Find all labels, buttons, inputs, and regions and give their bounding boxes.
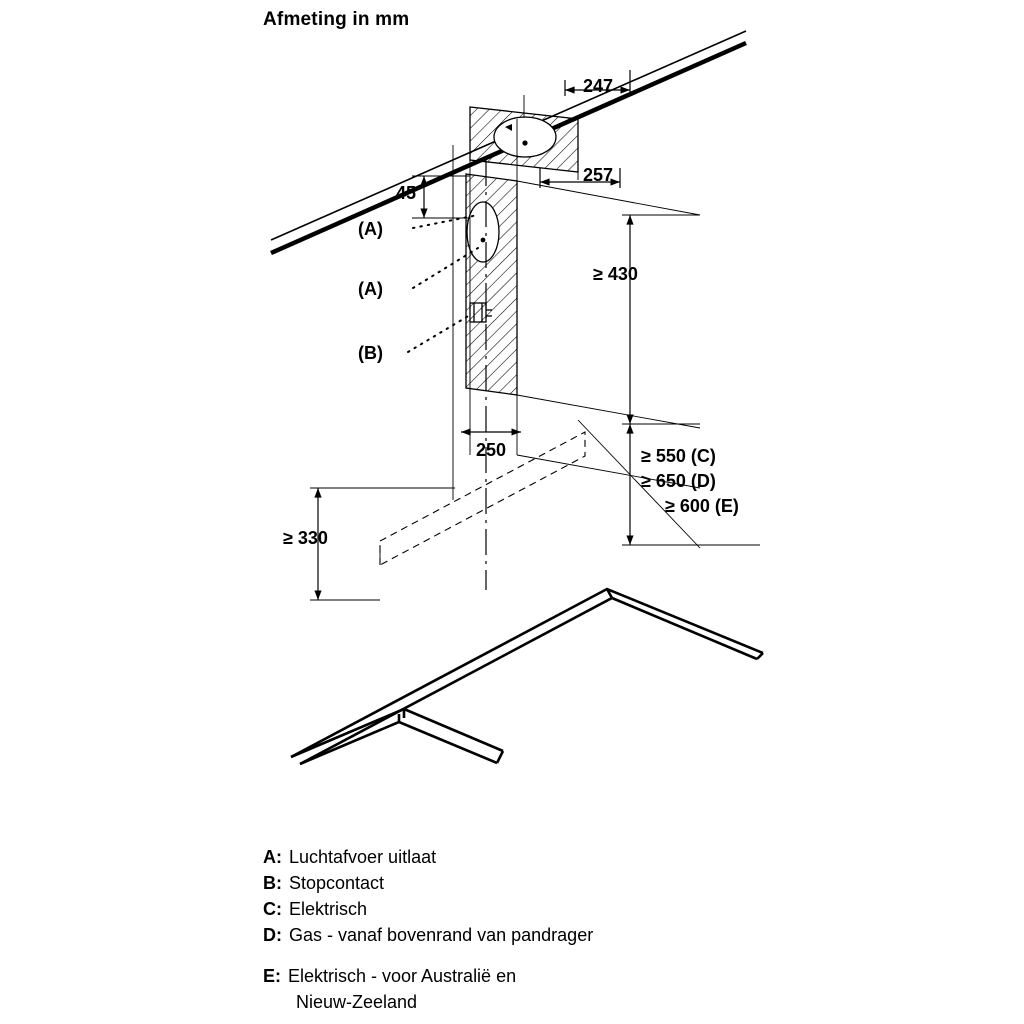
legend-text-d: Gas - vanaf bovenrand van pandrager [289,925,594,945]
dim-label-250: 250 [476,440,507,460]
legend-item-d [263,923,863,948]
legend [263,845,863,1015]
legend-key-d: D: [263,925,282,945]
callout-label-a2: (A) [358,279,383,299]
dim-label-430: ≥ 430 [593,264,638,284]
legend-item-a [263,845,863,870]
dim-label-45: 45 [396,183,417,203]
dim-label-650: ≥ 650 (D) [641,471,716,491]
page-title: Afmeting in mm [263,9,410,30]
dim-430 [622,215,700,424]
legend-item-e [263,964,863,989]
legend-item-b [263,871,863,896]
legend-text-e: Elektrisch - voor Australië en [288,966,517,986]
legend-text-a: Luchtafvoer uitlaat [289,847,437,867]
worktop-outline [291,589,763,764]
legend-key-b: B: [263,873,282,893]
legend-item-c [263,897,863,922]
callout-label-b1: (B) [358,343,383,363]
legend-key-e: E: [263,966,281,986]
chimney-shaft [466,174,517,395]
dim-label-600: ≥ 600 (E) [665,496,739,516]
legend-key-c: C: [263,899,282,919]
callout-label-a1: (A) [358,219,383,239]
legend-text-c: Elektrisch [289,899,368,919]
dim-45 [412,176,470,218]
dim-label-257: 257 [583,165,614,185]
legend-key-a: A: [263,847,282,867]
dim-label-550: ≥ 550 (C) [641,446,716,466]
dim-label-247: 247 [583,76,614,96]
dim-330 [310,488,455,600]
legend-text-b: Stopcontact [289,873,385,893]
legend-text-e-line2: Nieuw-Zeeland [296,992,418,1012]
dim-label-330: ≥ 330 [283,528,328,548]
